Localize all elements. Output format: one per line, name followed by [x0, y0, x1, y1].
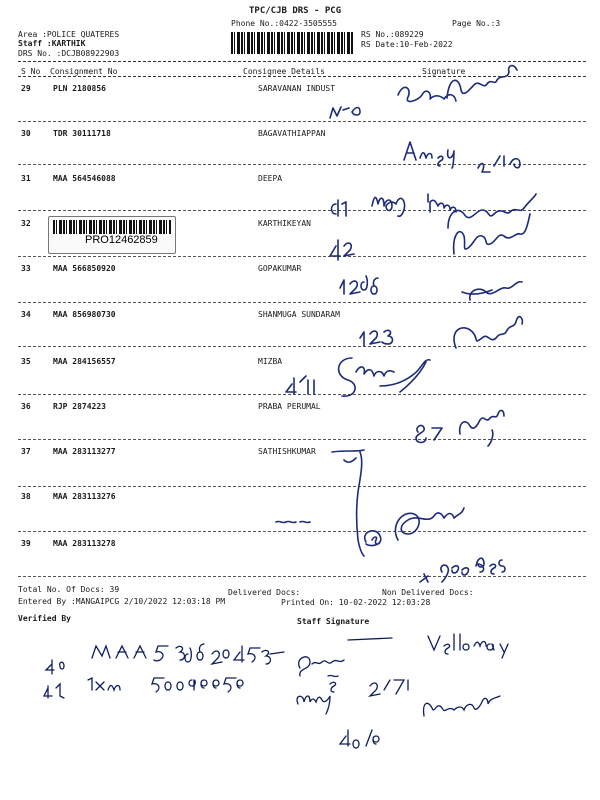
table-row	[0, 492, 600, 536]
consignment-sticker	[48, 216, 176, 254]
signature	[424, 696, 500, 716]
non-delivered-docs: Non Delivered Docs:	[382, 588, 474, 597]
row-consignment: TDR 30111718	[53, 129, 111, 138]
report-title: TPC/CJB DRS - PCG	[249, 6, 342, 16]
table-row	[0, 174, 600, 218]
row-divider	[18, 121, 586, 122]
row-consignment: MAA 283113277	[53, 447, 116, 456]
row-sno: 39	[21, 539, 31, 548]
row-sno: 29	[21, 84, 31, 93]
row-divider	[18, 439, 586, 440]
handwritten-note	[44, 684, 64, 698]
col-signature: Signature	[422, 67, 466, 76]
header-barcode	[231, 32, 353, 54]
printed-on: Printed On: 10-02-2022 12:03:28	[281, 598, 431, 607]
staff-signature-label: Staff Signature	[297, 617, 370, 626]
row-divider	[18, 302, 586, 303]
handwritten-note	[270, 652, 284, 654]
row-sno: 38	[21, 492, 31, 501]
row-divider	[18, 346, 586, 347]
sticker-label: PRO12462859	[85, 234, 158, 246]
row-divider	[18, 256, 586, 257]
handwritten-note	[152, 678, 243, 692]
handwritten-note	[348, 638, 392, 640]
row-consignment: MAA 283113278	[53, 539, 116, 548]
row-sno: 34	[21, 310, 31, 319]
row-consignee: BAGAVATHIAPPAN	[258, 129, 326, 138]
header-divider	[18, 61, 586, 62]
entered-by: Entered By :MANGAIPCG 2/10/2022 12:03:18 PM	[18, 597, 226, 606]
row-consignee: DEEPA	[258, 174, 283, 183]
handwritten-note	[92, 646, 146, 658]
signature	[299, 657, 344, 692]
rs-number: RS No.:089229	[361, 30, 424, 39]
row-consignment: PLN 2180856	[53, 84, 106, 93]
row-sno: 36	[21, 402, 31, 411]
row-consignee: GOPAKUMAR	[258, 264, 302, 273]
total-docs: Total No. Of Docs: 39	[18, 585, 120, 594]
row-divider	[18, 486, 586, 487]
row-sno: 33	[21, 264, 31, 273]
row-divider	[18, 576, 586, 577]
row-divider	[18, 394, 586, 395]
row-consignment: RJP 2874223	[53, 402, 106, 411]
row-sno: 31	[21, 174, 31, 183]
row-sno: 32	[21, 219, 31, 228]
delivered-docs: Delivered Docs:	[228, 588, 301, 597]
handwritten-note	[370, 680, 408, 696]
sticker-barcode	[53, 220, 171, 234]
row-divider	[18, 164, 586, 165]
phone-number: Phone No.:0422-3505555	[231, 19, 337, 28]
col-sno: S No	[21, 67, 41, 76]
handwritten-note	[428, 634, 508, 658]
row-consignee: MIZBA	[258, 357, 283, 366]
handwritten-note	[340, 730, 379, 748]
table-row	[0, 310, 600, 354]
column-divider	[18, 76, 586, 77]
row-consignee: KARTHIKEYAN	[258, 219, 311, 228]
row-divider	[18, 210, 586, 211]
row-consignment: MAA 284156557	[53, 357, 116, 366]
row-divider	[18, 531, 586, 532]
page-number: Page No.:3	[452, 19, 501, 28]
table-row	[0, 447, 600, 491]
row-consignment: MAA 283113276	[53, 492, 116, 501]
staff-label: Staff :KARTHIK	[18, 39, 86, 48]
row-consignment: MAA 566850920	[53, 264, 116, 273]
table-row	[0, 129, 600, 173]
verified-by: Verified By	[18, 614, 71, 623]
col-consignment: Consignment No	[50, 67, 118, 76]
row-sno: 30	[21, 129, 31, 138]
handwritten-note	[46, 660, 64, 674]
handwritten-note	[154, 644, 271, 664]
area-label: Area :POLICE QUATERES	[18, 30, 120, 39]
row-consignee: SATHISHKUMAR	[258, 447, 316, 456]
signature	[297, 696, 330, 714]
row-consignment: MAA 564546088	[53, 174, 116, 183]
row-consignee: SARAVANAN INDUST	[258, 84, 336, 93]
drs-number: DRS No. :DCJB08922903	[18, 49, 120, 58]
row-consignee: PRABA PERUMAL	[258, 402, 321, 411]
row-sno: 35	[21, 357, 31, 366]
handwritten-note	[88, 678, 120, 690]
row-consignment: MAA 856980730	[53, 310, 116, 319]
rs-date: RS Date:10-Feb-2022	[361, 40, 453, 49]
col-consignee: Consignee Details	[243, 67, 325, 76]
row-consignee: SHANMUGA SUNDARAM	[258, 310, 340, 319]
row-sno: 37	[21, 447, 31, 456]
